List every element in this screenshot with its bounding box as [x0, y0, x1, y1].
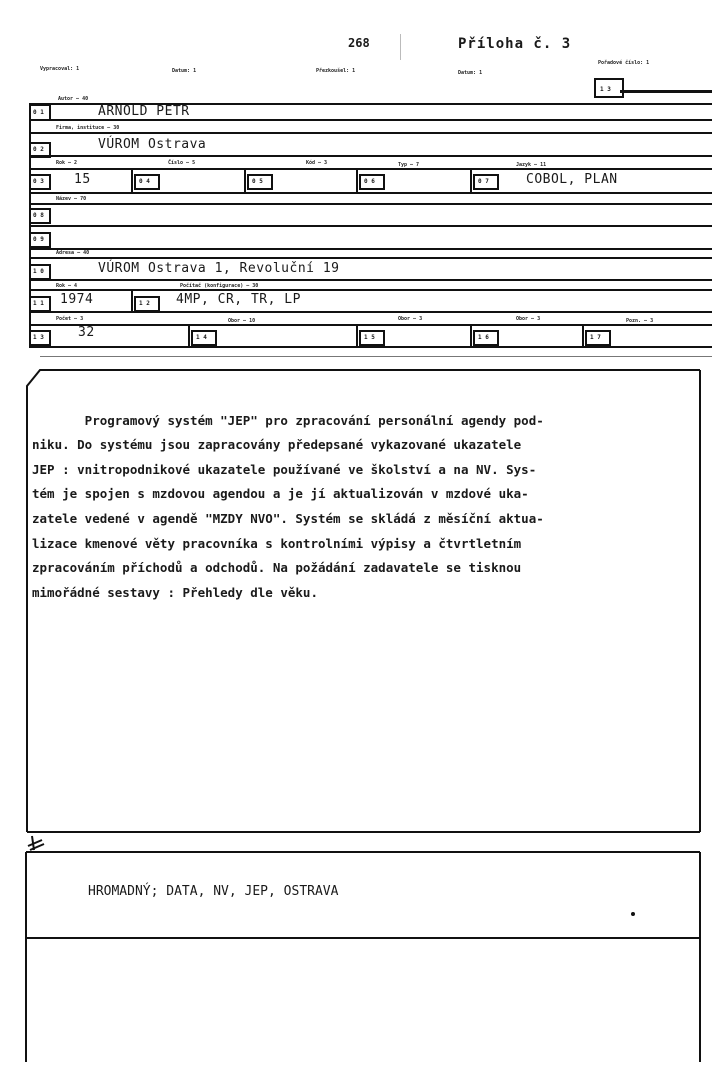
row7-cell-2-number: 1 2: [139, 300, 150, 307]
top-field-author: Vypracoval: 1: [40, 66, 80, 72]
row8-label-5: Pozn. — 3: [626, 318, 654, 324]
title-field-label: Název — 70: [56, 196, 87, 202]
row8-cell-2-number: 1 4: [196, 334, 207, 341]
ink-dot: [631, 912, 635, 916]
row7-label-2: Počítač (konfigurace) — 30: [180, 283, 259, 289]
row1-number: 0 1: [33, 109, 44, 116]
author-field-label: Autor — 40: [58, 96, 89, 102]
row3-label-1: Rok — 2: [56, 160, 78, 166]
description-line: JEP : vnitropodnikové ukazatele používané ve školství a na NV. Sys-: [32, 461, 537, 477]
top-field-order-number: Pořadové číslo: 1: [598, 60, 650, 66]
row3-label-4: Typ — 7: [398, 162, 420, 168]
row5-number: 0 9: [33, 236, 44, 243]
description-text: [32, 384, 680, 630]
row8-label-1: Počet — 3: [56, 316, 84, 322]
row8-label-3: Obor — 3: [398, 316, 423, 322]
row3-label-3: Kód — 3: [306, 160, 328, 166]
row3-cell-2-number: 0 4: [139, 178, 150, 185]
description-line: zatele vedené v agendě "MZDY NVO". Systém se skládá z měsíční aktua-: [32, 510, 544, 526]
row8-label-2: Obor — 10: [228, 318, 256, 324]
row3-label-2: Číslo — 5: [168, 160, 196, 166]
author-value: ARNOLD PETR: [98, 104, 190, 119]
description-line: lizace kmenové věty pracovníka s kontrolními výpisy a čtvrtletním: [32, 535, 522, 551]
row8-cell-4-number: 1 6: [478, 334, 489, 341]
address-value: VÚROM Ostrava 1, Revoluční 19: [98, 261, 340, 276]
institution-value: VÚROM Ostrava: [98, 137, 207, 152]
top-field-date-2: Datum: 1: [458, 70, 483, 76]
row7-label-1: Rok — 4: [56, 283, 78, 289]
row3-cell-1-number: 0 3: [33, 178, 44, 185]
row8-cell-5-number: 1 7: [590, 334, 601, 341]
row4-number: 0 8: [33, 212, 44, 219]
description-line: tém je spojen s mzdovou agendou a je jí aktualizován v mzdové uka-: [32, 486, 529, 502]
row8-cell-3-number: 1 5: [364, 334, 375, 341]
row6-number: 1 0: [33, 268, 44, 275]
top-field-checked: Přezkoušel: 1: [316, 68, 356, 74]
row8-cell-1-number: 1 3: [33, 334, 44, 341]
row7-cell-1-number: 1 1: [33, 300, 44, 307]
row3-cell-1-value: 15: [74, 172, 91, 187]
keywords-text: HROMADNÝ; DATA, NV, JEP, OSTRAVA: [88, 884, 339, 899]
row8-cell-1-value: 32: [78, 325, 95, 340]
order-number-box-label: 1 3: [600, 86, 611, 93]
row3-cell-3-number: 0 5: [252, 178, 263, 185]
year-value: 1974: [60, 292, 94, 307]
page-number: 268: [348, 36, 370, 50]
address-field-label: Adresa — 40: [56, 250, 90, 256]
row3-label-5: Jazyk — 11: [516, 162, 547, 168]
row3-cell-5-number: 0 7: [478, 178, 489, 185]
appendix-label: Příloha č. 3: [458, 36, 572, 52]
row2-number: 0 2: [33, 146, 44, 153]
row3-cell-4-number: 0 6: [364, 178, 375, 185]
row8-label-4: Obor — 3: [516, 316, 541, 322]
description-line: Programový systém "JEP" pro zpracování personální agendy pod-: [32, 412, 544, 428]
description-line: zpracováním příchodů a odchodů. Na požádání zadavatele se tisknou: [32, 560, 522, 576]
description-line: mimořádné sestavy : Přehledy dle věku.: [32, 584, 318, 600]
top-field-date: Datum: 1: [172, 68, 197, 74]
description-line: niku. Do systému jsou zapracovány předepsané vykazované ukazatele: [32, 437, 522, 453]
row3-cell-5-value: COBOL, PLAN: [526, 172, 618, 187]
computer-value: 4MP, CR, TR, LP: [176, 292, 301, 307]
institution-field-label: Firma, instituce — 30: [56, 125, 120, 131]
